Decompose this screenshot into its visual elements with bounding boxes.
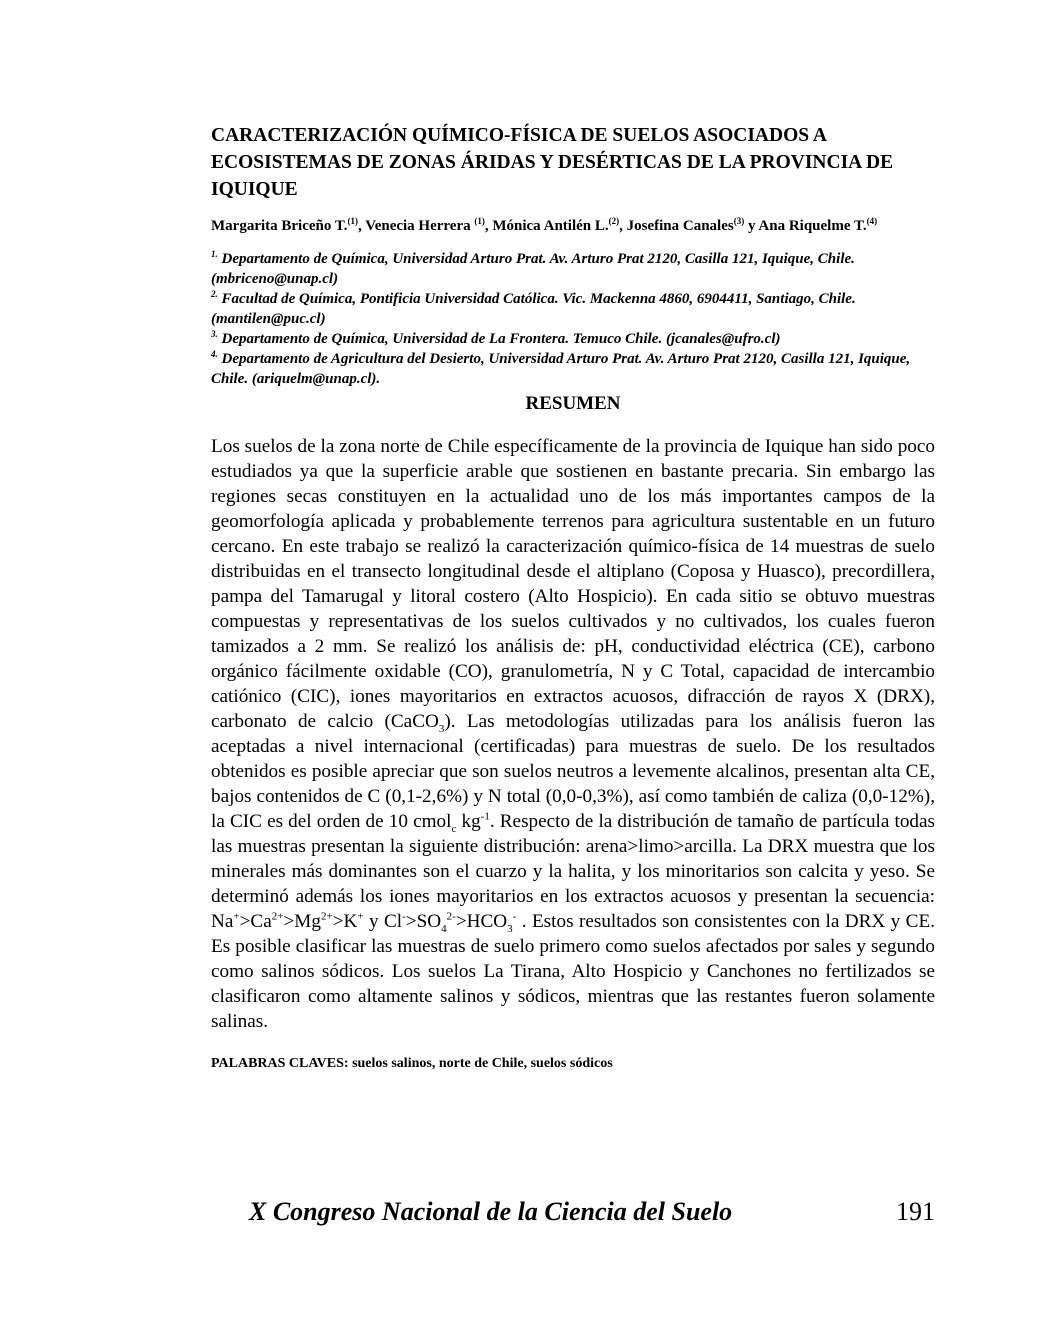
abstract-text: y Cl: [363, 911, 403, 932]
affiliation-item: [211, 249, 935, 289]
affiliation-number: 1.: [211, 249, 218, 259]
superscript: 2-: [446, 910, 456, 923]
author-name: Mónica Antilén L.: [492, 218, 609, 234]
affiliation-item: [211, 329, 935, 349]
abstract-text: . Estos resultados son consistentes con la DRX y CE. Es posible clasificar las muestras de suelo primero como suelos afectados por sales y segundo como salinos sódicos. Los suelos La Tirana, Alto Hospicio y Canchones no fertilizados se clasificaron como altamente salinos y sódicos, mientras que las restantes fueron solamente salinas.: [211, 911, 935, 1032]
subscript: 3: [507, 922, 513, 935]
author-name: Ana Riquelme T.: [758, 218, 867, 234]
subscript: c: [451, 822, 457, 835]
author-separator: ,: [358, 218, 366, 234]
superscript: -: [402, 910, 406, 923]
abstract-text: Los suelos de la zona norte de Chile específicamente de la provincia de Iquique han sido poco estudiados ya que la superficie arable que sostienen en bastante precaria. Sin embargo las regiones secas constituyen en la actualidad uno de los más importantes campos de la geomorfología aplicada y probablemente terrenos para agricultura sustentable en un futuro cercano. En este trabajo se realizó la caracterización químico-física de 14 muestras de suelo distribuidas en el transecto longitudinal desde el altiplano (Coposa y Huasco), precordillera, pampa del Tamarugal y litoral costero (Alto Hospicio). En cada sitio se obtuvo muestras compuestas y representativas de los suelos cultivados y no cultivados, los cuales fueron tamizados a 2 mm. Se realizó los análisis de: pH, conductividad eléctrica (CE), carbono orgánico fácilmente oxidable (CO), granulometría, N y C Total, capacidad de intercambio catiónico (CIC), iones mayoritarios en extractos acuosos, difracción de rayos X (DRX), carbonato de calcio (CaCO: [211, 436, 935, 732]
conference-title: X Congreso Nacional de la Ciencia del Suelo: [249, 1197, 733, 1226]
keywords: PALABRAS CLAVES: suelos salinos, norte de Chile, suelos sódicos: [211, 1056, 613, 1071]
author-name: Margarita Briceño T.: [211, 218, 348, 234]
author-name: Venecia Herrera: [365, 218, 475, 234]
affiliation-text: Departamento de Química, Universidad Arturo Prat. Av. Arturo Prat 2120, Casilla 121, Iquique, Chile. (mbriceno@unap.cl): [211, 251, 855, 287]
page-footer: [249, 1195, 935, 1231]
abstract-text: >K: [332, 911, 358, 932]
subscript: 4: [441, 922, 447, 935]
abstract-text: >Ca: [239, 911, 272, 932]
affiliation-list: [211, 249, 935, 389]
author-affiliation-mark: (3): [733, 216, 745, 226]
author-list: [211, 215, 935, 237]
superscript: 2+: [271, 910, 284, 923]
abstract-text: kg: [456, 811, 481, 832]
subscript: 3: [438, 722, 445, 735]
author-affiliation-mark: (1): [474, 216, 485, 226]
abstract-text: >SO: [405, 911, 442, 932]
page-number: 191: [896, 1197, 935, 1226]
paper-page: [211, 122, 935, 1073]
author-separator: ,: [619, 218, 627, 234]
paper-title: CARACTERIZACIÓN QUÍMICO-FÍSICA DE SUELOS ASOCIADOS A ECOSISTEMAS DE ZONAS ÁRIDAS Y DESÉRTICAS DE LA PROVINCIA DE IQUIQUE: [211, 125, 894, 200]
abstract-text: >Mg: [283, 911, 321, 932]
abstract-heading: RESUMEN: [525, 393, 621, 414]
affiliation-text: Departamento de Agricultura del Desierto, Universidad Arturo Prat. Av. Arturo Prat 2120, Casilla 121, Iquique, Chile. (ariquelm@unap.cl).: [211, 351, 911, 387]
abstract-text: ). Las metodologías utilizadas para los análisis fueron las aceptadas a nivel internacional (certificadas) para muestras de suelo. De los resultados obtenidos es posible apreciar que son suelos neutros a levemente alcalinos, presentan alta CE, bajos contenidos de C (0,1-2,6%) y N total (0,0-0,3%), así como también de caliza (0,0-12%), la CIC es del orden de 10 cmol: [211, 711, 936, 832]
author-affiliation-mark: (4): [866, 216, 878, 226]
affiliation-number: 2.: [211, 289, 218, 299]
affiliation-text: Facultad de Química, Pontificia Universidad Católica. Vic. Mackenna 4860, 6904411, Santiago, Chile. (mantilen@puc.cl): [211, 291, 856, 327]
superscript: -: [512, 910, 517, 923]
superscript: 2+: [320, 910, 333, 923]
abstract-text: . Respecto de la distribución de tamaño de partícula todas las muestras presentan la siguiente distribución: arena>limo>arcilla. La DRX muestra que los minerales más dominantes son el cuarzo y la halita, y los minoritarios son calcita y yeso. Se determinó además los iones mayoritarios en los extractos acuosos y presentan la secuencia: Na: [211, 811, 936, 932]
affiliation-item: [211, 289, 935, 329]
author-affiliation-mark: (2): [608, 216, 620, 226]
author-name: Josefina Canales: [626, 218, 734, 234]
affiliation-number: 3.: [211, 329, 218, 339]
superscript: +: [233, 910, 240, 923]
superscript: +: [357, 910, 364, 923]
author-separator: y: [744, 218, 759, 234]
abstract-text: >HCO: [455, 911, 508, 932]
affiliation-number: 4.: [211, 349, 218, 359]
affiliation-text: Departamento de Química, Universidad de La Frontera. Temuco Chile. (jcanales@ufro.cl): [217, 331, 781, 347]
author-separator: ,: [484, 218, 493, 234]
affiliation-item: [211, 349, 935, 389]
superscript: -1: [480, 810, 490, 823]
author-affiliation-mark: (1): [347, 216, 358, 226]
abstract-body: [211, 434, 935, 1034]
